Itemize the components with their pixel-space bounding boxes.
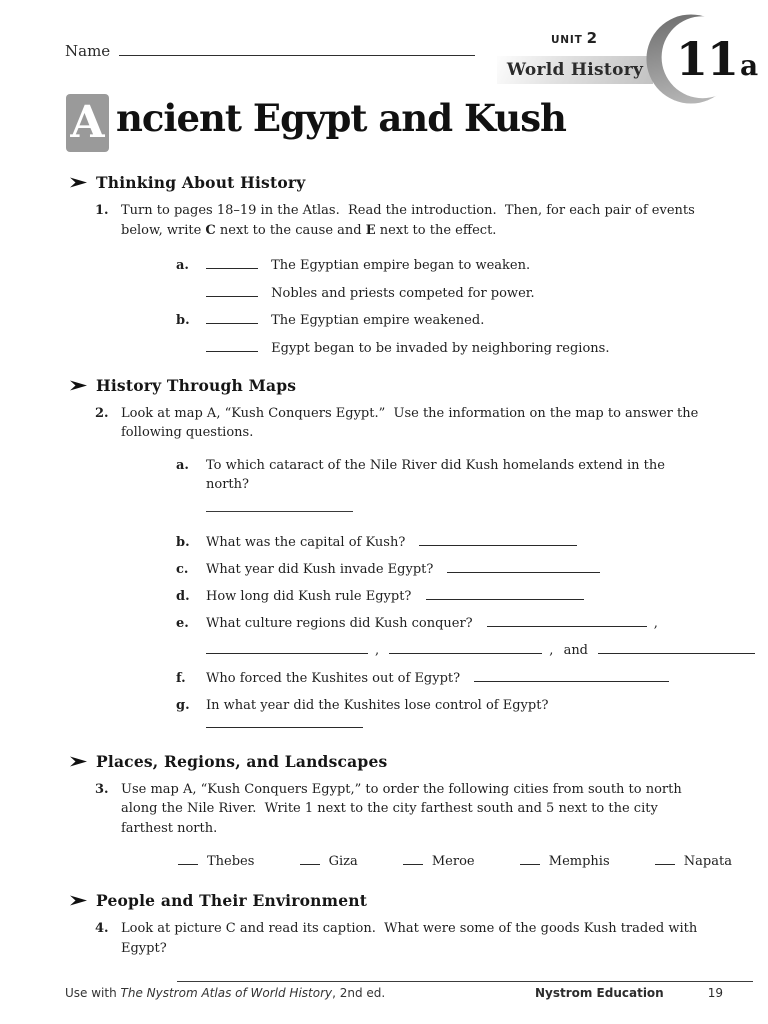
answer-blank[interactable] — [403, 853, 423, 865]
arrow-icon — [70, 379, 87, 392]
arrow-icon — [70, 176, 87, 189]
citation-suffix: , 2nd ed. — [332, 986, 386, 1000]
subquestion-text: What was the capital of Kush? — [206, 534, 406, 550]
subquestion-text: What culture regions did Kush conquer? — [206, 615, 473, 631]
section-heading-label: Places, Regions, and Landscapes — [96, 751, 388, 771]
name-label: Name — [65, 42, 111, 60]
question-text: Look at map A, “Kush Conquers Egypt.” Use the information on the map to answer the following questions. — [121, 405, 703, 440]
question-2d — [121, 587, 710, 606]
pair-text: Nobles and priests competed for power. — [271, 285, 535, 301]
question-number: 3. — [95, 781, 109, 797]
page-title — [66, 94, 566, 152]
lesson-number-big: 11 — [676, 32, 739, 86]
pair-b-row-2 — [121, 339, 710, 358]
question-2 — [65, 404, 710, 734]
answer-blank[interactable] — [178, 853, 198, 865]
publisher-name: Nystrom Education — [534, 986, 664, 1000]
page-title-text: ncient Egypt and Kush — [116, 96, 566, 140]
subquestion-text: In what year did the Kushites lose control of Egypt? — [206, 697, 549, 713]
lesson-number — [676, 32, 758, 86]
city-label: Giza — [328, 854, 358, 869]
subquestion-label: b. — [176, 534, 190, 550]
answer-blank[interactable] — [655, 853, 675, 865]
subquestion-text: To which cataract of the Nile River did Kush homelands extend in the north? — [206, 457, 670, 492]
arrow-icon — [70, 894, 87, 907]
subquestion-label: d. — [176, 588, 190, 604]
unit-number: 2 — [586, 29, 598, 47]
question-2f — [121, 669, 710, 688]
question-text-part: Turn to pages 18–19 in the Atlas. Read the introduction. Then, for each pair of events below, write — [121, 203, 699, 238]
subject-label: World History — [506, 60, 644, 80]
lesson-number-suffix: a — [740, 49, 759, 82]
name-blank[interactable] — [119, 43, 475, 56]
worksheet-body — [65, 168, 732, 982]
section-heading-thinking — [70, 173, 710, 192]
question-2e — [121, 614, 710, 633]
answer-blank[interactable] — [389, 642, 542, 654]
answer-blank[interactable] — [206, 716, 363, 728]
pair-text: The Egyptian empire weakened. — [271, 313, 485, 328]
arrow-icon — [70, 755, 87, 768]
city-label: Meroe — [431, 854, 475, 869]
answer-blank[interactable] — [206, 502, 353, 512]
comma-separator: , — [375, 642, 380, 658]
subquestion-label: f. — [176, 670, 186, 686]
subquestion-label: c. — [176, 561, 189, 577]
answer-blank[interactable] — [300, 853, 320, 865]
pair-b-row-1 — [121, 311, 710, 330]
question-number: 2. — [95, 405, 109, 421]
answer-blank[interactable] — [206, 312, 258, 324]
question-2b — [121, 533, 710, 552]
section-heading-maps — [70, 376, 710, 395]
question-number: 1. — [95, 203, 109, 218]
answer-blank[interactable] — [426, 588, 584, 600]
city-item-meroe — [403, 854, 475, 869]
subquestion-label: e. — [176, 615, 189, 631]
city-item-thebes — [178, 854, 254, 869]
question-number: 4. — [95, 921, 109, 936]
city-label: Memphis — [548, 854, 610, 869]
city-ordering-row — [121, 852, 732, 871]
answer-blank[interactable] — [206, 340, 258, 352]
question-2g — [121, 696, 710, 734]
section-heading-label: Thinking About History — [96, 173, 306, 192]
city-label: Napata — [683, 854, 732, 869]
answer-blank[interactable] — [520, 853, 540, 865]
city-item-napata — [655, 854, 732, 869]
page-footer — [65, 986, 723, 1000]
city-label: Thebes — [207, 854, 255, 869]
answer-blank[interactable] — [419, 534, 577, 546]
pair-text: The Egyptian empire began to weaken. — [271, 258, 531, 273]
effect-letter: E — [365, 222, 376, 238]
pair-a-row-2 — [121, 284, 710, 303]
comma-separator: , — [653, 615, 658, 631]
question-text: Look at picture C and read its caption. What were some of the goods Kush traded with Egypt? — [121, 921, 702, 956]
question-2a — [121, 456, 710, 494]
section-heading-label: People and Their Environment — [96, 891, 368, 910]
answer-blank[interactable] — [206, 257, 258, 269]
and-connector: and — [563, 642, 589, 658]
question-2e-continued — [121, 641, 710, 660]
subquestion-text: Who forced the Kushites out of Egypt? — [206, 670, 461, 686]
question-text-part: next to the effect. — [375, 222, 497, 238]
section-heading-places — [70, 752, 710, 771]
unit-label — [497, 28, 651, 47]
answer-blank[interactable] — [598, 642, 755, 654]
footer-citation — [65, 986, 385, 1000]
pair-label: a. — [176, 258, 189, 273]
answer-blank[interactable] — [474, 670, 669, 682]
answer-blank[interactable] — [447, 561, 600, 573]
subquestion-label: a. — [176, 457, 189, 473]
answer-blank[interactable] — [206, 642, 368, 654]
drop-cap: A — [66, 94, 109, 152]
city-item-giza — [300, 854, 358, 869]
unit-word: UNIT — [550, 34, 583, 46]
subquestion-text: How long did Kush rule Egypt? — [206, 588, 412, 604]
answer-blank[interactable] — [177, 981, 753, 982]
question-text-part: next to the cause and — [215, 222, 366, 238]
question-text: Use map A, “Kush Conquers Egypt,” to order the following cities from south to north along the Nile River. Write 1 next to the city farthest south and 5 next to the city farthest north. — [121, 781, 686, 836]
name-field-row — [65, 42, 475, 60]
answer-blank[interactable] — [206, 285, 258, 297]
section-heading-people — [70, 891, 710, 910]
question-1 — [65, 201, 710, 358]
subquestion-label: g. — [176, 697, 190, 713]
comma-separator: , — [549, 642, 554, 658]
section-heading-label: History Through Maps — [96, 375, 297, 395]
page-number: 19 — [707, 986, 723, 1000]
city-item-memphis — [520, 854, 610, 869]
question-2c — [121, 560, 710, 579]
subquestion-text: What year did Kush invade Egypt? — [206, 561, 434, 577]
question-3 — [65, 780, 732, 872]
pair-a-row-1 — [121, 256, 710, 275]
pair-text: Egypt began to be invaded by neighboring regions. — [271, 340, 610, 356]
subject-banner — [497, 56, 653, 84]
question-4 — [65, 919, 710, 982]
pair-label: b. — [176, 313, 190, 328]
citation-prefix: Use with — [65, 986, 121, 1000]
cause-letter: C — [205, 222, 216, 238]
answer-blank[interactable] — [487, 615, 647, 627]
book-title: The Nystrom Atlas of World History — [120, 986, 333, 1000]
footer-right — [535, 986, 723, 1000]
question-text — [121, 201, 710, 240]
